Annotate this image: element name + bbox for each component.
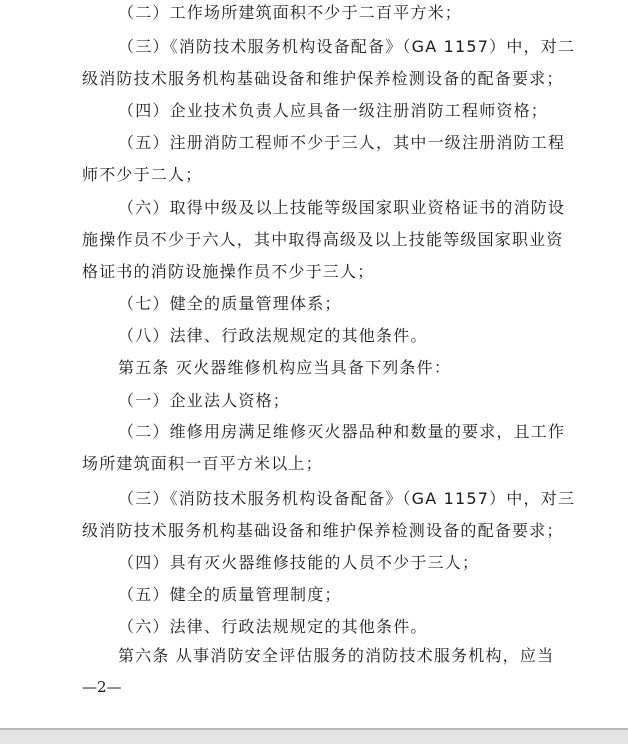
text-line: （五）健全的质量管理制度； bbox=[118, 585, 342, 604]
text-line: （八）法律、行政法规规定的其他条件。 bbox=[118, 326, 428, 345]
text-line: 级消防技术服务机构基础设备和维护保养检测设备的配备要求； bbox=[82, 69, 564, 88]
text-line: 场所建筑面积一百平方米以上； bbox=[82, 454, 323, 473]
text-line: （四）具有灭火器维修技能的人员不少于三人； bbox=[118, 553, 480, 572]
text-line: （五）注册消防工程师不少于三人，其中一级注册消防工程 bbox=[118, 133, 566, 152]
text-line: 级消防技术服务机构基础设备和维护保养检测设备的配备要求； bbox=[82, 521, 564, 540]
text-line: （三）《消防技术服务机构设备配备》（GA 1157）中，对二 bbox=[118, 37, 576, 56]
text-line: （一）企业法人资格； bbox=[118, 391, 291, 410]
page-number: —2— bbox=[82, 678, 122, 696]
text-line: （三）《消防技术服务机构设备配备》（GA 1157）中，对三 bbox=[118, 489, 576, 508]
text-line: （二）维修用房满足维修灭火器品种和数量的要求，且工作 bbox=[118, 422, 566, 441]
text-line: 格证书的消防设施操作员不少于三人； bbox=[82, 262, 375, 281]
article-heading: 第五条 灭火器维修机构应当具备下列条件： bbox=[118, 358, 452, 377]
text-line: 师不少于二人； bbox=[82, 165, 203, 184]
text-line: （二）工作场所建筑面积不少于二百平方米； bbox=[118, 3, 463, 22]
text-line: （四）企业技术负责人应具备一级注册消防工程师资格； bbox=[118, 101, 549, 120]
article-heading: 第六条 从事消防安全评估服务的消防技术服务机构，应当 bbox=[118, 646, 555, 665]
text-line: 施操作员不少于六人，其中取得高级及以上技能等级国家职业资 bbox=[82, 230, 564, 249]
page-bottom-shadow bbox=[0, 730, 628, 744]
text-line: （六）取得中级及以上技能等级国家职业资格证书的消防设 bbox=[118, 198, 566, 217]
text-line: （七）健全的质量管理体系； bbox=[118, 294, 342, 313]
text-line: （六）法律、行政法规规定的其他条件。 bbox=[118, 617, 428, 636]
